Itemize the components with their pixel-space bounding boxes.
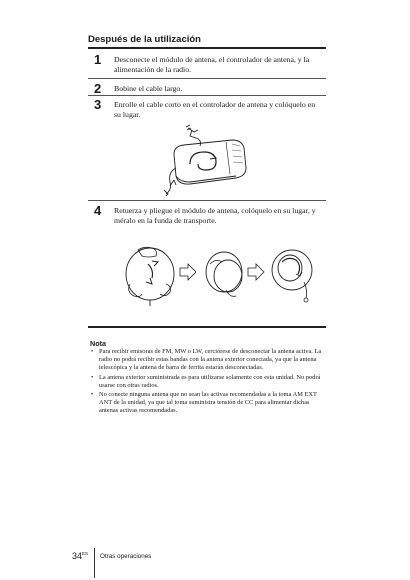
antenna-controller-illustration bbox=[160, 124, 260, 196]
note-item: • Para recibir emisoras de FM, MW o LW, cerciórese de desconectar la antena activa. La radio no podrá recibir estas bandas con la antena exterior conectada, ya que la antena telescópica y la antena de barra de ferrita estarán desconectadas. bbox=[91, 348, 322, 372]
step-4-text: Retuerza y pliegue el módulo de antena, colóquelo en su lugar, y méralo en la funda de transporte. bbox=[114, 206, 316, 225]
step-2-number: 2 bbox=[94, 81, 102, 96]
step-divider bbox=[88, 78, 326, 79]
step-2-text: Bobine el cable largo. bbox=[114, 84, 183, 93]
note-item: • La antena exterior suministrada es para utilizarse solamente con esta unidad. No podrá usarse con otras radios. bbox=[91, 373, 321, 389]
note-title: Nota bbox=[90, 339, 106, 348]
antenna-folding-illustration bbox=[118, 244, 322, 308]
step-1-text: Desconecte el módulo de antena, el controlador de antena, y la alimentación de la radio. bbox=[114, 55, 310, 74]
step-3-number: 3 bbox=[94, 97, 102, 112]
footer-divider bbox=[94, 548, 95, 578]
note-item: • No conecte ninguna antena que no sean las activas recomendadas a la toma AM EXT ANT de la unidad, ya que tal toma suministra tensión de CC para alimentar dichas antenas activas recomendadas. bbox=[91, 391, 317, 415]
step-3-text: Enrolle el cable corto en el controlador de antena y colóquelo en su lugar. bbox=[114, 100, 316, 119]
section-title: Después de la utilización bbox=[88, 34, 201, 45]
bottom-rule bbox=[88, 326, 326, 328]
page-number: $34^{ES}$ bbox=[72, 551, 89, 561]
top-rule bbox=[88, 47, 326, 49]
note-list bbox=[90, 348, 322, 417]
step-4-number: 4 bbox=[94, 203, 102, 218]
footer-section-name: Otras operaciones bbox=[100, 553, 152, 560]
step-divider bbox=[88, 95, 326, 96]
step-divider bbox=[88, 200, 326, 201]
step-1-number: 1 bbox=[94, 52, 102, 67]
